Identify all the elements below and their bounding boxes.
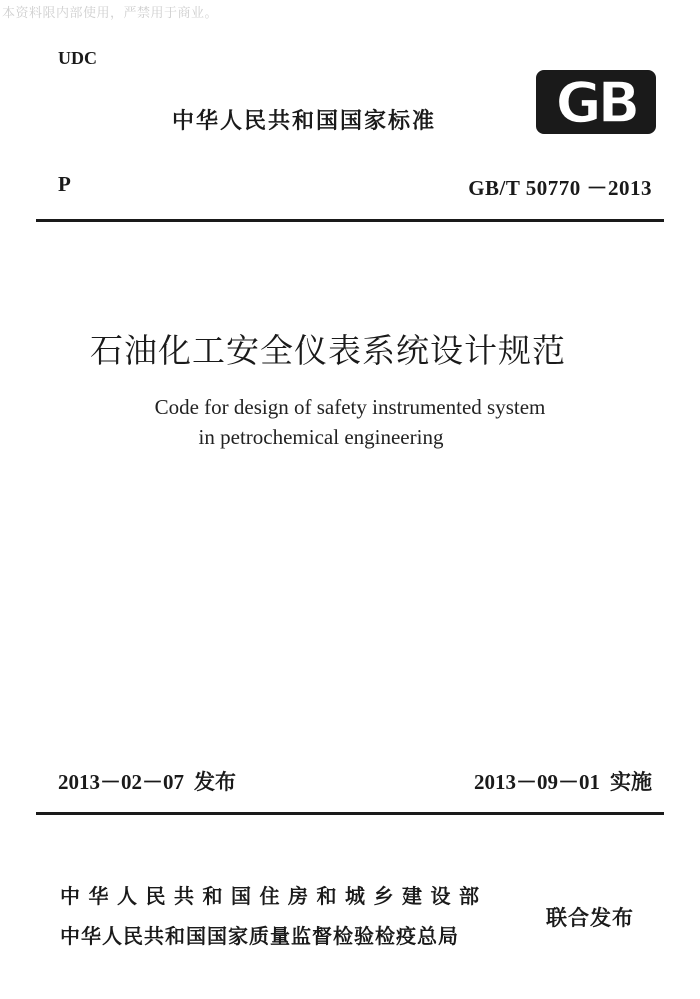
bottom-divider bbox=[36, 812, 664, 815]
title-english-line-1: Code for design of safety instrumented system bbox=[154, 395, 546, 419]
issue-label: 发布 bbox=[194, 770, 236, 794]
category-code: P bbox=[58, 172, 71, 196]
title-english bbox=[0, 392, 700, 452]
title-chinese: 石油化工安全仪表系统设计规范 bbox=[90, 331, 566, 370]
standard-number: GB/T 50770 －2013 bbox=[468, 176, 652, 200]
udc-label: UDC bbox=[58, 48, 97, 68]
issuer-ministry-housing: 中华人民共和国住房和城乡建设部 bbox=[60, 884, 488, 908]
standard-type-heading: 中华人民共和国国家标准 bbox=[172, 109, 437, 134]
issue-date: 2013－02－07 bbox=[58, 770, 184, 794]
issue-date-block bbox=[58, 766, 236, 796]
gb-logo-icon bbox=[534, 68, 658, 136]
implement-date: 2013－09－01 bbox=[474, 770, 600, 794]
watermark-text: 本资料限内部使用，严禁用于商业。 bbox=[2, 6, 219, 21]
top-divider bbox=[36, 219, 664, 222]
title-english-line-2: in petrochemical engineering bbox=[198, 425, 444, 449]
joint-issue-label: 联合发布 bbox=[546, 906, 634, 930]
logo-text: GB bbox=[555, 71, 637, 136]
issuer-aqsiq: 中华人民共和国国家质量监督检验检疫总局 bbox=[60, 924, 459, 948]
implement-label: 实施 bbox=[610, 770, 652, 794]
implement-date-block bbox=[474, 766, 652, 796]
